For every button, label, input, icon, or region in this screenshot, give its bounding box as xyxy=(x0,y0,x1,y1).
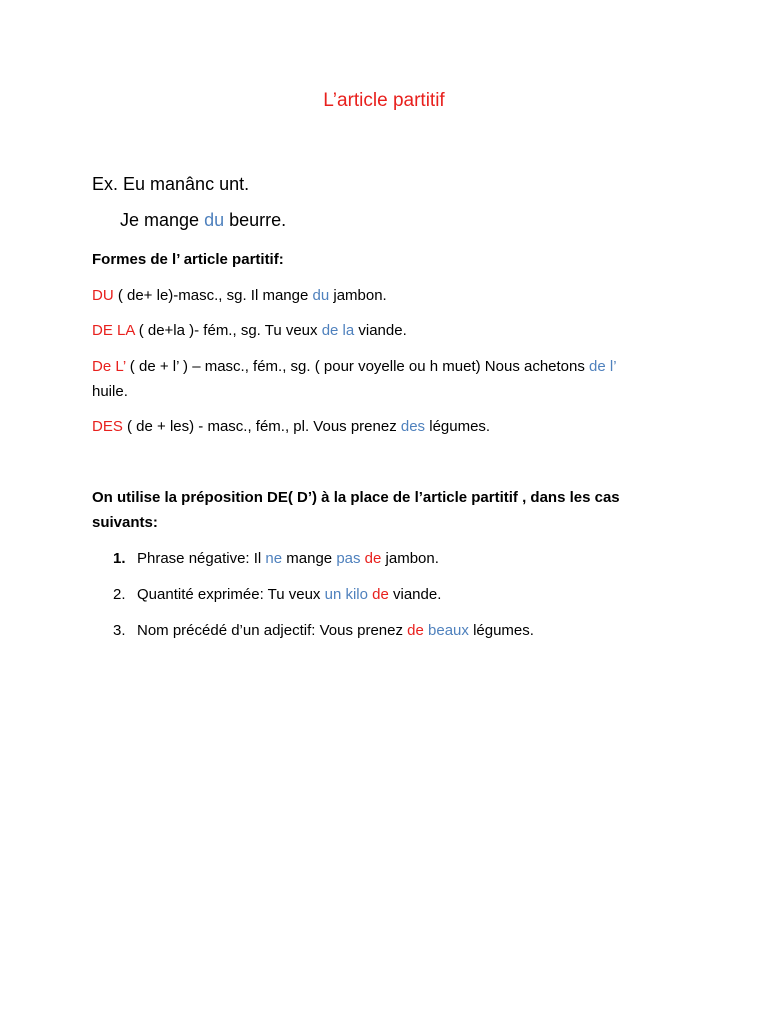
example-french: Je mange du beurre. xyxy=(120,210,287,230)
form-row-de-l-continuation: huile. xyxy=(92,383,128,400)
highlight-word: ne xyxy=(265,550,283,567)
highlight-word: de xyxy=(364,550,382,567)
form-row-des: DES ( de + les) - masc., fém., pl. Vous prenez des légumes. xyxy=(92,418,491,435)
list-number: 3. xyxy=(113,622,126,639)
highlight-article: de la xyxy=(321,322,355,339)
highlight-word: un kilo xyxy=(324,586,368,603)
page-title: L’article partitif xyxy=(323,90,445,111)
list-item: 3. Nom précédé d’un adjectif: Vous prenez de beaux légumes. xyxy=(113,622,534,639)
highlight-word: de xyxy=(407,622,424,639)
form-label: DES xyxy=(92,418,123,435)
forms-heading: Formes de l’ article partitif: xyxy=(92,251,284,268)
preposition-heading-line2: suivants: xyxy=(92,514,158,531)
list-item: 1. Phrase négative: Il ne mange pas de jambon. xyxy=(113,550,439,567)
highlight-article: de l’ xyxy=(589,358,617,375)
form-row-du: DU ( de+ le)-masc., sg. Il mange du jambon. xyxy=(92,287,387,304)
highlight-article: du xyxy=(312,287,330,304)
form-row-de-l: De L’ ( de + l’ ) – masc., fém., sg. ( pour voyelle ou h muet) Nous achetons de l’ xyxy=(92,358,617,375)
form-label: DE LA xyxy=(92,322,135,339)
list-number: 2. xyxy=(113,586,126,603)
list-number: 1. xyxy=(113,550,126,567)
preposition-heading-line1: On utilise la préposition DE( D’) à la place de l’article partitif , dans les cas xyxy=(92,489,620,506)
form-label: DU xyxy=(92,287,114,304)
example-romanian: Ex. Eu manânc unt. xyxy=(92,174,250,194)
highlight-word: beaux xyxy=(428,622,469,639)
highlight-article: du xyxy=(204,210,225,230)
form-label: De L’ xyxy=(92,358,126,375)
highlight-word: pas xyxy=(336,550,361,567)
list-item: 2. Quantité exprimée: Tu veux un kilo de viande. xyxy=(113,586,442,603)
highlight-word: de xyxy=(372,586,389,603)
highlight-article: des xyxy=(400,418,426,435)
form-row-de-la: DE LA ( de+la )- fém., sg. Tu veux de la viande. xyxy=(92,322,407,339)
